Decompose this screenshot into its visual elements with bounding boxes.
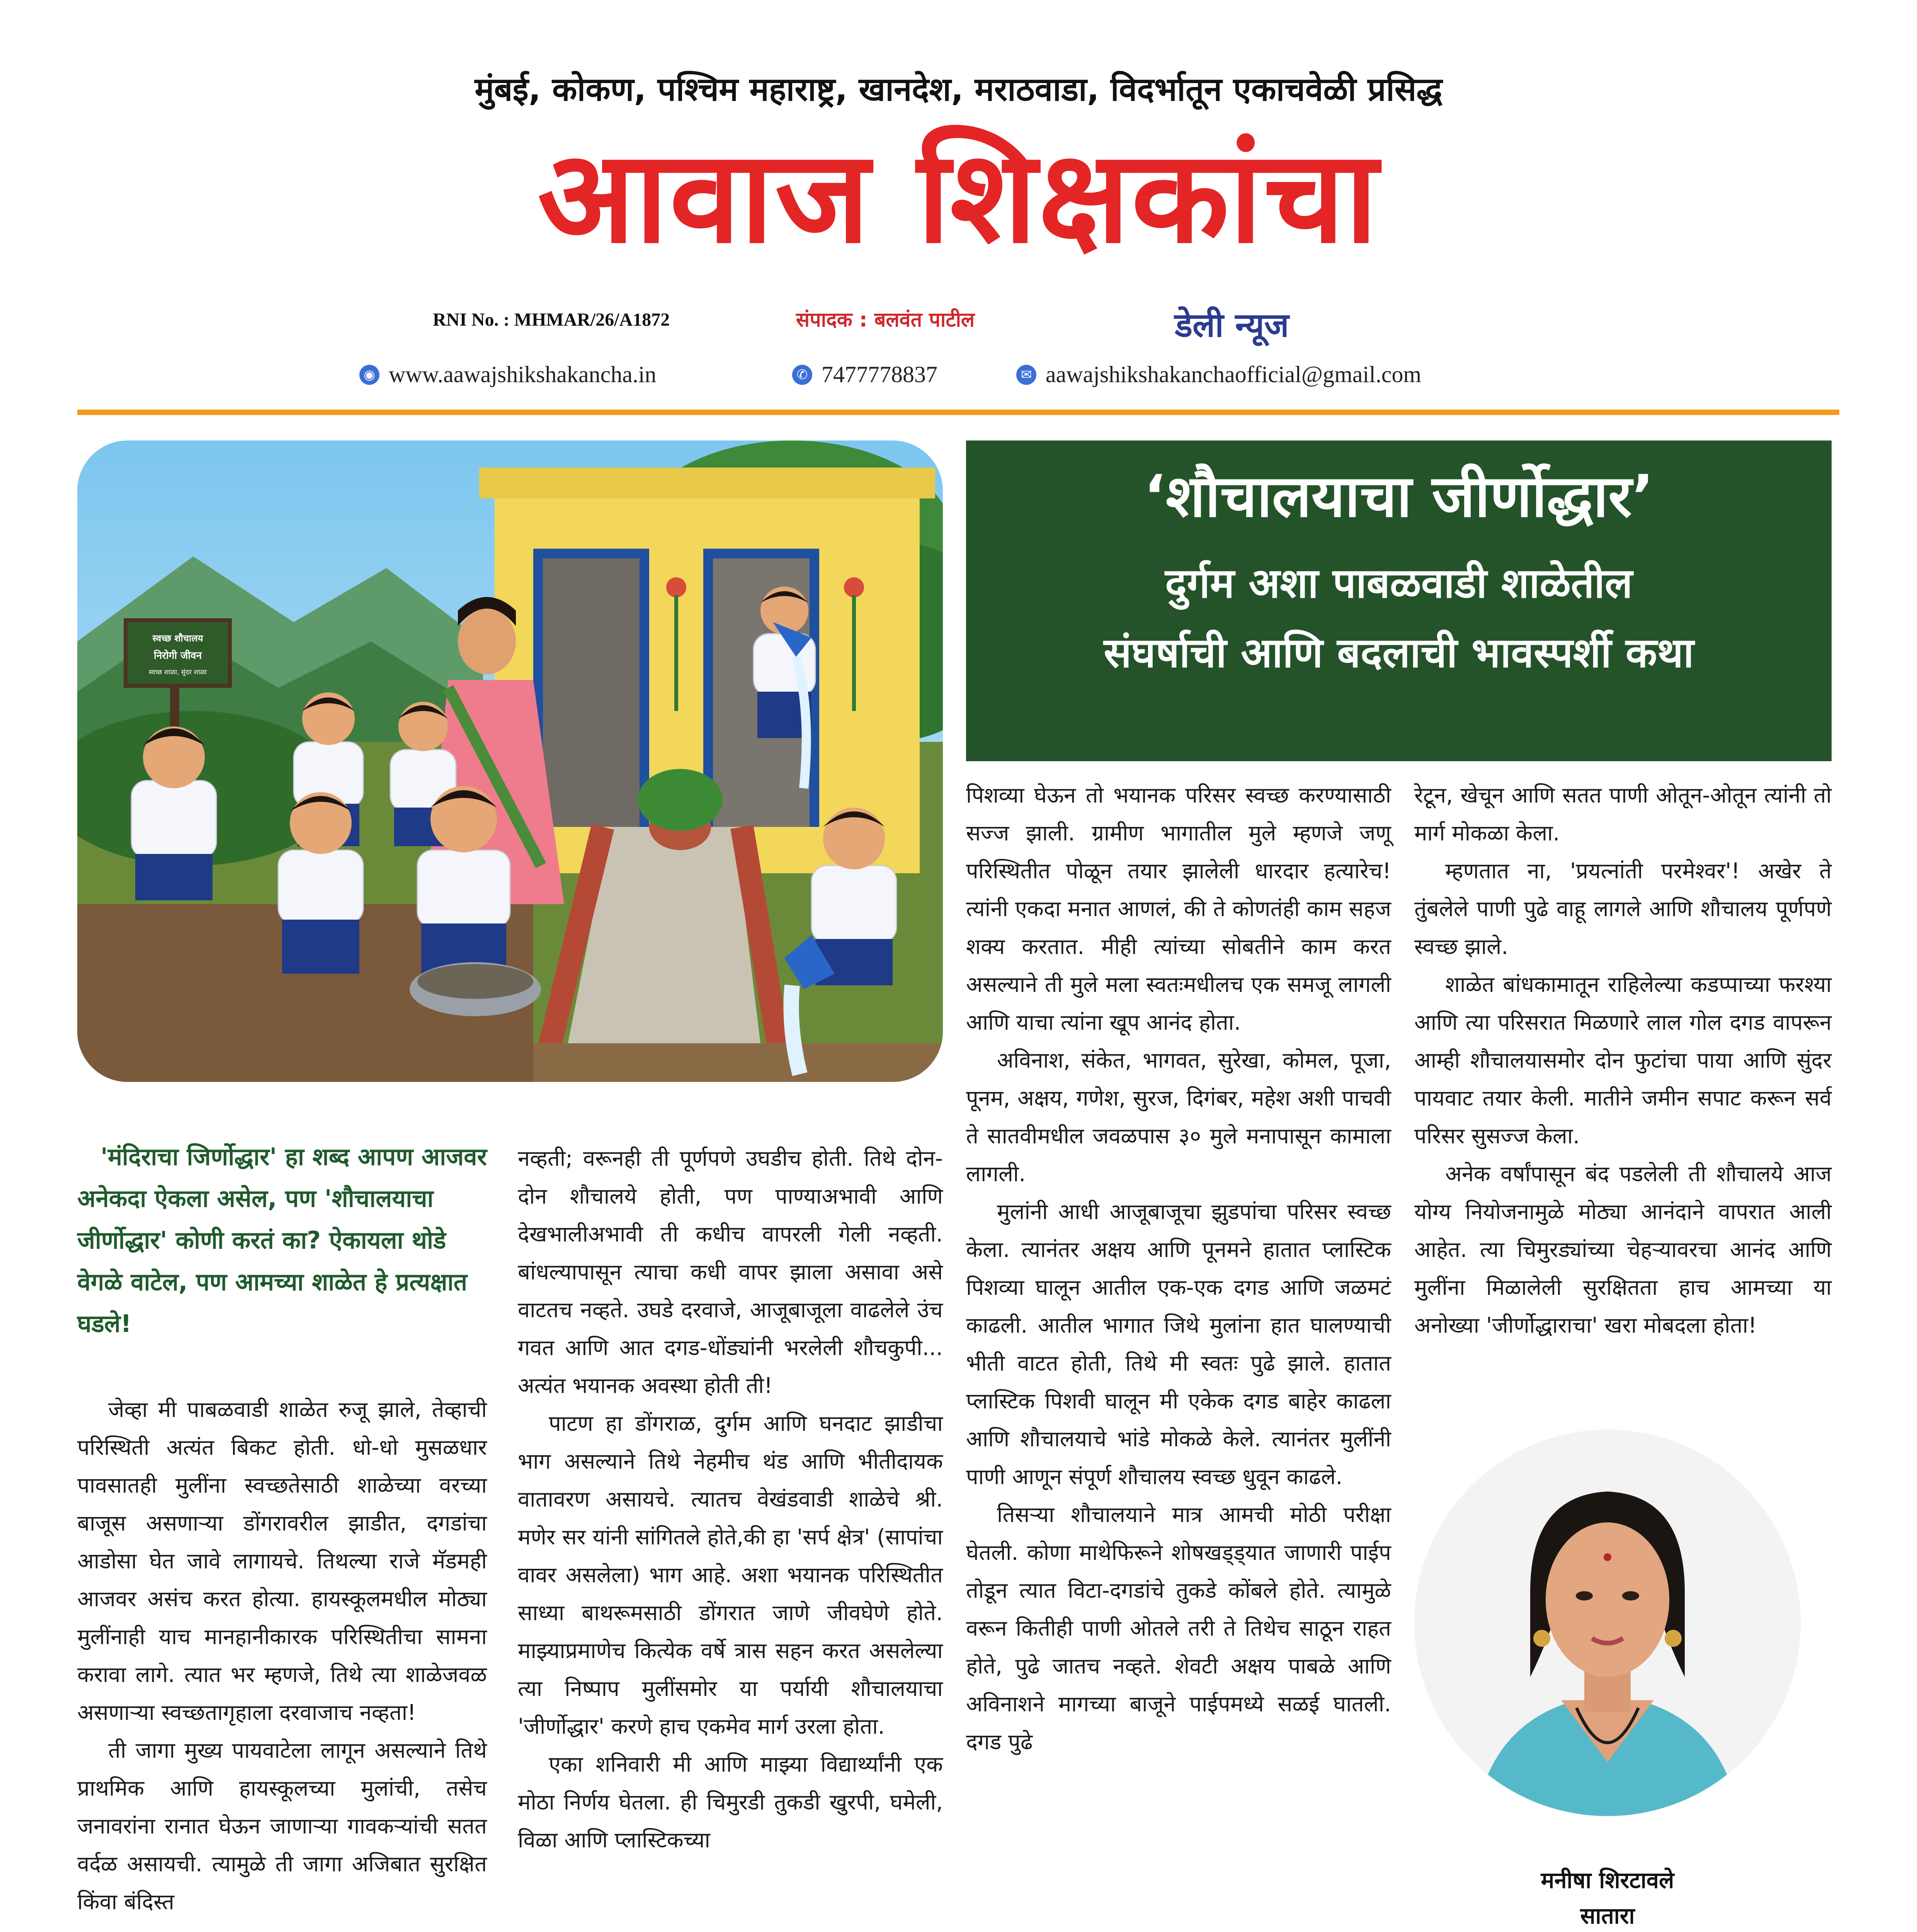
author-place: सातारा bbox=[1580, 1903, 1635, 1929]
article-column-4 bbox=[1414, 777, 1832, 1345]
article-column-2 bbox=[518, 1140, 943, 1859]
toilet-cleanup-scene bbox=[77, 440, 943, 1082]
article-column-1 bbox=[77, 1391, 487, 1921]
paragraph: जेव्हा मी पाबळवाडी शाळेत रुजू झाले, तेव्हाची परिस्थिती अत्यंत बिकट होती. धो-धो मुसळधार पावसातही मुलींना स्वच्छतेसाठी शाळेच्या वरच्या बाजूस असणाऱ्या डोंगरावरील झाडीत, दगडांचा आडोसा घेत जावे लागायचे. तिथल्या राजे मॅडमही आजवर असंच करत होत्या. हायस्कूलमधील मोठ्या मुलींनाही याच मानहानीकारक परिस्थितीचा सामना करावा लागे. त्यात भर म्हणजे, तिथे त्या शाळेजवळ असणाऱ्या स्वच्छतागृहाला दरवाजाच नव्हता! bbox=[77, 1397, 487, 1725]
paragraph: पिशव्या घेऊन तो भयानक परिसर स्वच्छ करण्यासाठी सज्ज झाली. ग्रामीण भागातील मुले म्हणजे जणू परिस्थितीत पोळून तयार झालेली धारदार हत्यारेच! त्यांनी एकदा मनात आणलं, की ते कोणतंही काम सहज शक्य करतात. मीही त्यांच्या सोबतीने काम करत असल्याने ती मुले मला स्वतःमधीलच एक समजू लागली आणि याचा त्यांना खूप आनंद होता. bbox=[966, 783, 1391, 1035]
headline-title: ‘शौचालयाचा जीर्णोद्धार’ bbox=[1143, 463, 1654, 530]
paragraph: मुलांनी आधी आजूबाजूचा झुडपांचा परिसर स्वच्छ केला. त्यानंतर अक्षय आणि पूनमने हातात प्लास्टिक पिशव्या घालून आतील एक-एक दगड आणि जळमटं काढली. आतील भागात जिथे मुलांना हात घालण्याची भीती वाटत होती, तिथे मी स्वतः पुढे झाले. हातात प्लास्टिक पिशवी घालून मी एकेक दगड बाहेर काढला आणि शौचालयाचे भांडे मोकळे केले. त्यानंतर मुलींनी पाणी आणून संपूर्ण शौचालय स्वच्छ धुवून काढले. bbox=[966, 1199, 1391, 1490]
paragraph: पाटण हा डोंगराळ, दुर्गम आणि घनदाट झाडीचा भाग असल्याने तिथे नेहमीच थंड आणि भीतीदायक वातावरण असायचे. त्यातच वेखंडवाडी शाळेचे श्री. मणेर सर यांनी सांगितले होते,की हा 'सर्प क्षेत्र' (सापांचा वावर असलेला) भाग आहे. अशा भयानक परिस्थितीत साध्या बाथरूमसाठी डोंगरात जाणे जीवघेणे होते. माझ्याप्रमाणेच कित्येक वर्षे त्रास सहन करत असलेल्या त्या निष्पाप मुलींसमोर या पर्यायी शौचालयाचा 'जीर्णोद्धार' करणे हाच एकमेव मार्ग उरला होता. bbox=[518, 1411, 943, 1739]
sign-line-3: स्वच्छ शाळा, सुंदर शाळा bbox=[149, 668, 207, 676]
intro-paragraph: 'मंदिराचा जिर्णोद्धार' हा शब्द आपण आजवर अनेकदा ऐकला असेल, पण 'शौचालयाचा जीर्णोद्धार' कोणी करतं का? ऐकायला थोडे वेगळे वाटेल, पण आमच्या शाळेत हे प्रत्यक्षात घडले! bbox=[77, 1143, 487, 1338]
newspaper-title: आवाज शिक्षकांचा bbox=[538, 123, 1379, 271]
paragraph: अनेक वर्षांपासून बंद पडलेली ती शौचालये आज योग्य नियोजनामुळे मोठ्या आनंदाने वापरात आली आहेत. त्या चिमुरड्यांच्या चेहऱ्यावरचा आनंद आणि मुलींना मिळालेली सुरक्षितता हाच आमच्या या अनोख्या 'जीर्णोद्धाराचा' खरा मोबदला होता! bbox=[1414, 1162, 1832, 1338]
paragraph: रेटून, खेचून आणि सतत पाणी ओतून-ओतून त्यांनी तो मार्ग मोकळा केला. bbox=[1414, 783, 1832, 846]
article-illustration bbox=[77, 440, 943, 1082]
article-intro bbox=[77, 1136, 487, 1345]
author-byline bbox=[1414, 1862, 1801, 1932]
editor-credit: संपादक : बलवंत पाटील bbox=[796, 308, 975, 332]
contact-phone[interactable] bbox=[792, 361, 937, 388]
website-text: www.aawajshikshakancha.in bbox=[389, 362, 657, 387]
paragraph: म्हणतात ना, 'प्रयत्नांती परमेश्वर'! अखेर ते तुंबलेले पाणी पुढे वाहू लागले आणि शौचालय पूर्णपणे स्वच्छ झाले. bbox=[1414, 859, 1832, 959]
contact-email[interactable] bbox=[1016, 361, 1421, 388]
headline-box bbox=[966, 440, 1832, 761]
sign-line-2: निरोगी जीवन bbox=[154, 650, 202, 662]
masthead-tagline: मुंबई, कोकण, पश्चिम महाराष्ट्र, खानदेश, मराठवाडा, विदर्भातून एकाचवेळी प्रसिद्ध bbox=[475, 70, 1442, 108]
author-photo bbox=[1414, 1430, 1801, 1816]
paragraph: तिसऱ्या शौचालयाने मात्र आमची मोठी परीक्षा घेतली. कोणा माथेफिरूने शोषखड्ड्यात जाणारी पाईप तोडून त्यात विटा-दगडांचे तुकडे कोंबले होते. त्यामुळे वरून कितीही पाणी ओतले तरी ते तिथेच साठून राहत होते, पुढे जातच नव्हते. शेवटी अक्षय पाबळे आणि अविनाशने मागच्या बाजूने पाईपमध्ये सळई घातली. दगड पुढे bbox=[966, 1502, 1391, 1755]
author-portrait bbox=[1414, 1430, 1801, 1816]
globe-icon: ◉ bbox=[359, 365, 379, 385]
author-name: मनीषा शिरटावले bbox=[1541, 1867, 1674, 1893]
edition-label: डेली न्यूज bbox=[1175, 306, 1289, 345]
paragraph: अविनाश, संकेत, भागवत, सुरेखा, कोमल, पूजा, पूनम, अक्षय, गणेश, सुरज, दिगंबर, महेश अशी पाचवी ते सातवीमधील जवळपास ३० मुले मनापासून कामाला लागली. bbox=[966, 1048, 1391, 1187]
paragraph: शाळेत बांधकामातून राहिलेल्या कडप्पाच्या फरश्या आणि त्या परिसरात मिळणारे लाल गोल दगड वापरून आम्ही शौचालयासमोर दोन फुटांचा पाया आणि सुंदर पायवाट तयार केली. मातीने जमीन सपाट करून सर्व परिसर सुसज्ज केला. bbox=[1414, 972, 1832, 1149]
article-column-3 bbox=[966, 777, 1391, 1761]
paragraph: ती जागा मुख्य पायवाटेला लागून असल्याने तिथे प्राथमिक आणि हायस्कूलच्या मुलांची, तसेच जनावरांना रानात घेऊन जाणाऱ्या गावकऱ्यांची सतत वर्दळ असायची. त्यामुळे ती जागा अजिबात सुरक्षित किंवा बंदिस्त bbox=[77, 1738, 487, 1915]
paragraph: नव्हती; वरूनही ती पूर्णपणे उघडीच होती. तिथे दोन-दोन शौचालये होती, पण पाण्याअभावी आणि देखभालीअभावी ती कधीच वापरली गेली नव्हती. बांधल्यापासून त्याचा कधी वापर झाला असावा असे वाटतच नव्हते. उघडे दरवाजे, आजूबाजूला वाढलेले उंच गवत आणि आत दगड-धोंड्यांनी भरलेली शौचकुपी... अत्यंत भयानक अवस्था होती ती! bbox=[518, 1146, 943, 1398]
header-divider bbox=[77, 410, 1839, 415]
paragraph: एका शनिवारी मी आणि माझ्या विद्यार्थ्यांनी एक मोठा निर्णय घेतला. ही चिमुरडी तुकडी खुरपी, घमेली, विळा आणि प्लास्टिकच्या bbox=[518, 1752, 943, 1853]
headline-subtitle-2: संघर्षाची आणि बदलाची भावस्पर्शी कथा bbox=[1104, 629, 1694, 677]
rni-number: RNI No. : MHMAR/26/A1872 bbox=[433, 310, 670, 330]
mail-icon: ✉ bbox=[1016, 365, 1036, 385]
headline-subtitle-1: दुर्गम अशा पाबळवाडी शाळेतील bbox=[1165, 560, 1633, 607]
phone-icon: ✆ bbox=[792, 365, 812, 385]
email-text: aawajshikshakanchaofficial@gmail.com bbox=[1046, 362, 1422, 387]
phone-text: 7477778837 bbox=[822, 362, 937, 387]
sign-line-1: स्वच्छ शौचालय bbox=[152, 633, 203, 644]
contact-website[interactable] bbox=[359, 361, 657, 388]
